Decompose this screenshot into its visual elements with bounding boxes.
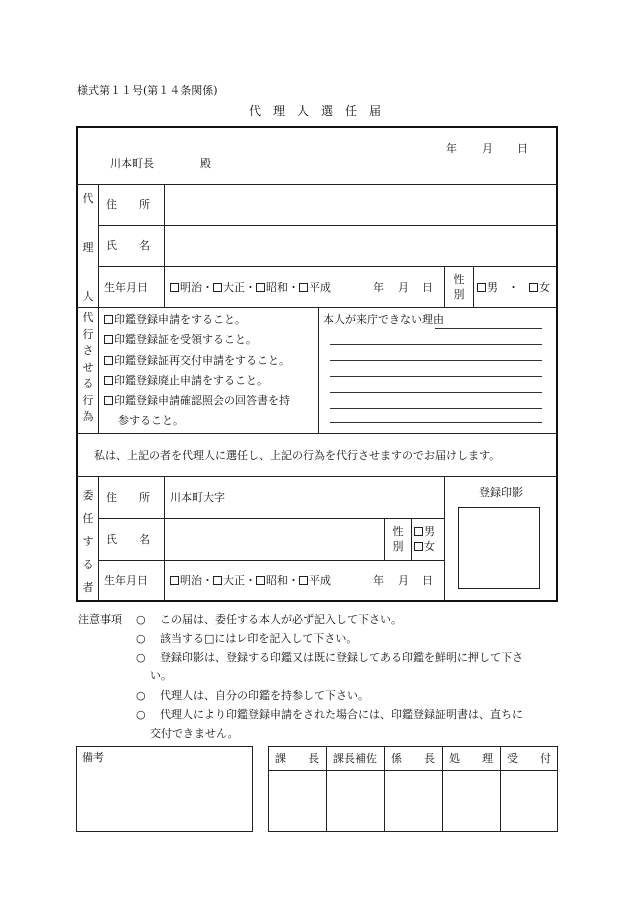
office-header-reception: 受 付 xyxy=(507,752,551,765)
note-item-3-cont: い。 xyxy=(150,669,172,682)
delegator-female-checkbox[interactable] xyxy=(414,542,423,551)
delegator-sex-divider-2 xyxy=(411,518,412,560)
declaration-text: 私は、上記の者を代理人に選任し、上記の行為を代行させますのでお届けします。 xyxy=(94,449,501,462)
era-showa-checkbox[interactable] xyxy=(256,576,265,585)
divider-agent-name xyxy=(98,266,557,267)
act-item-5: 印鑑登録申請確認照会の回答書を持 xyxy=(104,394,290,408)
act-item-1: 印鑑登録申請をすること。 xyxy=(104,313,246,327)
act-checkbox-3[interactable] xyxy=(104,356,113,365)
divider-acts-bottom xyxy=(77,433,557,434)
agent-sex-label-1: 性 xyxy=(453,273,465,286)
date-month-label: 月 xyxy=(482,142,493,155)
office-header-subsection-chief: 係 長 xyxy=(391,752,435,765)
agent-name-field[interactable] xyxy=(166,227,555,265)
act-checkbox-4[interactable] xyxy=(104,376,113,385)
note-marker: ○ xyxy=(136,613,146,626)
seal-impression-box[interactable] xyxy=(458,507,540,589)
era-taisho-checkbox[interactable] xyxy=(213,283,222,292)
act-item-3: 印鑑登録証再交付申請をすること。 xyxy=(104,354,290,368)
agent-female-checkbox[interactable] xyxy=(529,283,538,292)
agent-birth-year: 年 xyxy=(373,281,384,294)
era-meiji-label: 明治・ xyxy=(180,574,213,587)
agent-sex-label-2: 別 xyxy=(453,288,465,301)
reason-line xyxy=(330,344,542,345)
note-item-4: 代理人は、自分の印鑑を持参して下さい。 xyxy=(160,689,369,702)
agent-sex-sep: ・ xyxy=(508,281,519,294)
delegator-birth-month: 月 xyxy=(398,574,409,587)
agent-name-label: 氏 名 xyxy=(106,239,150,252)
era-heisei-label: 平成 xyxy=(309,574,331,587)
agent-address-label: 住 所 xyxy=(106,198,150,211)
office-header-processing: 処 理 xyxy=(449,752,493,765)
form-title: 代 理 人 選 任 届 xyxy=(248,104,381,118)
agent-sex-options xyxy=(477,281,550,295)
act-checkbox-5[interactable] xyxy=(104,396,113,405)
agent-birth-eras xyxy=(170,281,331,295)
form-number: 様式第１１号(第１４条関係) xyxy=(77,84,218,97)
era-taisho-checkbox[interactable] xyxy=(213,576,222,585)
date-day-label: 日 xyxy=(517,142,528,155)
era-meiji-checkbox[interactable] xyxy=(170,283,179,292)
era-showa-checkbox[interactable] xyxy=(256,283,265,292)
note-item-5-cont: 交付できません。 xyxy=(150,727,239,740)
reason-line xyxy=(330,422,542,423)
era-heisei-checkbox[interactable] xyxy=(299,576,308,585)
seal-label: 登録印影 xyxy=(479,486,523,499)
agent-section-char: 理 xyxy=(82,241,94,254)
agent-address-field[interactable] xyxy=(166,186,555,224)
note-marker: ○ xyxy=(136,708,146,721)
agent-sex-divider-2 xyxy=(473,266,474,307)
delegator-address-value[interactable]: 川本町大字 xyxy=(170,491,225,504)
agent-label-divider xyxy=(164,184,165,307)
era-showa-label: 昭和・ xyxy=(266,574,299,587)
delegator-birth-year: 年 xyxy=(373,574,384,587)
acts-reason-divider xyxy=(318,307,319,433)
notes-label: 注意事項 xyxy=(78,613,122,626)
agent-female-label: 女 xyxy=(539,281,550,294)
agent-birth-month: 月 xyxy=(398,281,409,294)
era-taisho-label: 大正・ xyxy=(223,281,256,294)
delegator-address-label: 住 所 xyxy=(106,491,150,504)
reason-line xyxy=(330,408,542,409)
agent-birth-day: 日 xyxy=(422,281,433,294)
divider-agent-top xyxy=(77,184,557,185)
agent-section-divider xyxy=(98,184,99,307)
era-taisho-label: 大正・ xyxy=(223,574,256,587)
note-item-5: 代理人により印鑑登録申請をされた場合には、印鑑登録証明書は、直ちに xyxy=(160,708,523,721)
office-header-deputy-chief: 課長補佐 xyxy=(333,752,377,765)
delegator-female-option: 女 xyxy=(414,540,435,554)
divider-agent-address xyxy=(98,225,557,226)
office-table-header-divider xyxy=(268,770,558,771)
note-marker: ○ xyxy=(136,632,146,645)
delegator-sex-label-2: 別 xyxy=(392,540,404,553)
office-header-section-chief: 課 長 xyxy=(275,752,319,765)
date-year-label: 年 xyxy=(446,142,457,155)
era-heisei-label: 平成 xyxy=(309,281,331,294)
reason-line xyxy=(330,360,542,361)
divider-delegator-name xyxy=(98,560,444,561)
era-showa-label: 昭和・ xyxy=(266,281,299,294)
delegator-name-label: 氏 名 xyxy=(106,533,150,546)
delegator-section-divider xyxy=(98,476,99,601)
delegator-male-option: 男 xyxy=(414,525,435,539)
note-item-1: この届は、委任する本人が必ず記入して下さい。 xyxy=(160,613,402,626)
note-marker: ○ xyxy=(136,689,146,702)
agent-section-char: 代 xyxy=(82,192,94,205)
delegator-male-checkbox[interactable] xyxy=(414,527,423,536)
divider-delegator-address xyxy=(98,518,444,519)
delegator-label-divider xyxy=(164,476,165,601)
agent-section-char: 人 xyxy=(82,290,94,303)
act-checkbox-2[interactable] xyxy=(104,335,113,344)
delegator-sex-label-1: 性 xyxy=(392,525,404,538)
act-item-4: 印鑑登録廃止申請をすること。 xyxy=(104,374,268,388)
note-marker: ○ xyxy=(136,651,146,664)
reason-label: 本人が来庁できない理由 xyxy=(323,313,444,326)
reason-line xyxy=(330,392,542,393)
reason-field[interactable] xyxy=(322,326,554,428)
delegator-birth-label: 生年月日 xyxy=(104,574,148,587)
era-meiji-checkbox[interactable] xyxy=(170,576,179,585)
remarks-label: 備考 xyxy=(82,751,104,764)
delegator-section-label: 委 任 す る 者 xyxy=(82,489,94,594)
reason-line xyxy=(435,328,542,329)
divider-agent-bottom xyxy=(77,307,557,308)
delegator-birth-eras xyxy=(170,574,331,588)
delegator-birth-day: 日 xyxy=(422,574,433,587)
act-checkbox-1[interactable] xyxy=(104,315,113,324)
agent-male-label: 男 xyxy=(487,281,498,294)
delegator-name-field[interactable] xyxy=(166,520,382,558)
note-item-3: 登録印影は、登録する印鑑又は既に登録してある印鑑を鮮明に押して下さ xyxy=(160,651,523,664)
agent-male-checkbox[interactable] xyxy=(477,283,486,292)
divider-declaration-bottom xyxy=(77,476,557,477)
act-item-2: 印鑑登録証を受領すること。 xyxy=(104,333,257,347)
acts-section-divider xyxy=(98,307,99,433)
act-item-5-cont: 参すること。 xyxy=(118,414,184,427)
reason-line xyxy=(330,376,542,377)
acts-section-label: 代 行 さ せ る 行 為 xyxy=(82,311,94,423)
addressee: 川本町長 xyxy=(110,157,154,170)
agent-birth-label: 生年月日 xyxy=(104,281,148,294)
honorific: 殿 xyxy=(200,157,211,170)
era-meiji-label: 明治・ xyxy=(180,281,213,294)
era-heisei-checkbox[interactable] xyxy=(299,283,308,292)
note-item-2: 該当する□にはレ印を記入して下さい。 xyxy=(160,632,358,645)
